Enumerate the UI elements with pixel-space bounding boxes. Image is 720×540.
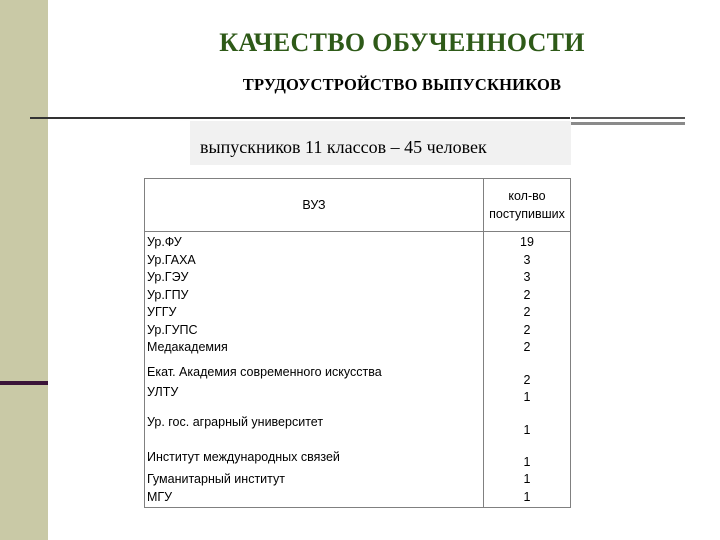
- vuz-name: УЛТУ: [147, 385, 179, 399]
- page-subtitle: ТРУДОУСТРОЙСТВО ВЫПУСКНИКОВ: [242, 75, 562, 94]
- page-title: КАЧЕСТВО ОБУЧЕННОСТИ: [219, 28, 585, 57]
- vuz-name: Ур.ГПУ: [147, 287, 189, 302]
- divider-line-right: [571, 117, 685, 119]
- vuz-name: Ур.ГУПС: [147, 322, 198, 337]
- counts-cell: [484, 407, 571, 444]
- counts-cell: [484, 232, 571, 357]
- left-decor-rule: [0, 381, 48, 385]
- names-cell: [145, 357, 484, 407]
- table-row: [145, 357, 571, 407]
- admissions-table: [144, 178, 571, 508]
- vuz-count: 1: [523, 422, 531, 437]
- vuz-name: Институт международных связей: [147, 449, 340, 464]
- vuz-count: 3: [523, 252, 531, 267]
- vuz-count: 2: [523, 305, 531, 319]
- table-row: [145, 407, 571, 444]
- vuz-count: 2: [523, 340, 531, 354]
- table-header-row: [145, 179, 571, 232]
- vuz-name: Ур.ФУ: [147, 235, 182, 249]
- vuz-count: 2: [523, 372, 531, 387]
- counts-cell: [484, 444, 571, 508]
- vuz-count: 2: [523, 287, 531, 302]
- header-count-line2: поступивших: [489, 207, 565, 221]
- names-cell: [145, 444, 484, 508]
- names-cell: [145, 407, 484, 444]
- table-row: [145, 232, 571, 357]
- vuz-count: 1: [523, 454, 531, 469]
- vuz-count: 19: [520, 235, 534, 249]
- vuz-count: 1: [523, 472, 531, 486]
- names-cell: [145, 232, 484, 357]
- vuz-name: УГГУ: [147, 305, 177, 319]
- vuz-name: Ур. гос. аграрный университет: [147, 414, 324, 429]
- vuz-count: 3: [523, 270, 531, 284]
- divider-line-right-shadow: [571, 122, 685, 125]
- header-vuz: ВУЗ: [145, 179, 484, 232]
- vuz-count: 1: [523, 390, 531, 404]
- table-row: [145, 444, 571, 508]
- vuz-name: Медакадемия: [147, 340, 228, 354]
- header-count: [484, 179, 571, 232]
- vuz-name: МГУ: [147, 489, 173, 504]
- vuz-name: Гуманитарный институт: [147, 472, 285, 486]
- vuz-count: 2: [523, 322, 531, 337]
- divider-line: [30, 117, 570, 119]
- vuz-name: Екат. Академия современного искусства: [147, 364, 382, 379]
- vuz-name: Ур.ГЭУ: [147, 270, 189, 284]
- header-count-line1: кол-во: [508, 189, 546, 203]
- vuz-name: Ур.ГАХА: [147, 252, 196, 267]
- graduates-caption: выпускников 11 классов – 45 человек: [190, 121, 571, 165]
- vuz-count: 1: [523, 489, 531, 504]
- counts-cell: [484, 357, 571, 407]
